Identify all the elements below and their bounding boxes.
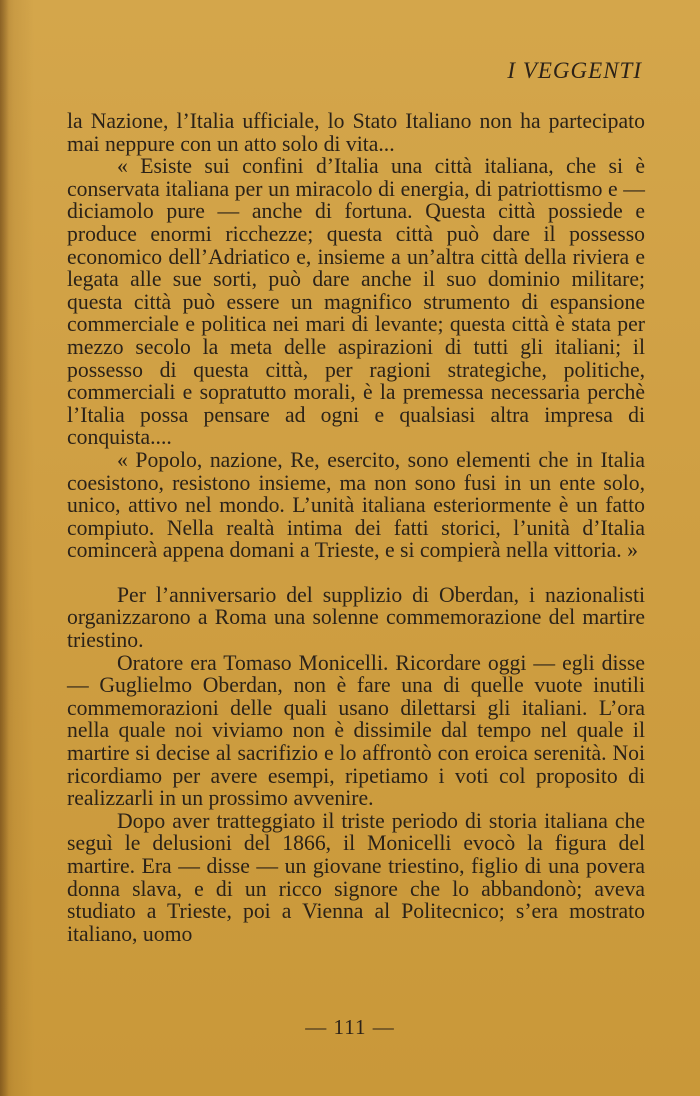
page-number: — 111 —: [305, 1015, 395, 1039]
paragraph-quote-unity: « Popolo, nazione, Re, esercito, sono elementi che in Italia coesistono, resistono insieme, ma non sono fusi in un ente solo, unico, attivo nel mondo. L’unità italiana esteriormente è un fatto compiuto. Nella realtà intima dei fatti storici, l’unità d’Italia comincerà appena domani a Trieste, e si compierà nella vittoria. »: [67, 447, 645, 563]
section-gap: [67, 562, 645, 584]
paragraph-oberdan-anniversary: Per l’anniversario del supplizio di Oberdan, i nazionalisti organizzarono a Roma una solenne commemorazione del martire triestino.: [67, 582, 645, 653]
running-title: I VEGGENTI: [507, 58, 642, 83]
body-text: [67, 110, 645, 945]
paragraph-continuation: la Nazione, l’Italia ufficiale, lo Stato Italiano non ha partecipato mai neppure con un atto solo di vita...: [67, 109, 645, 156]
paragraph-quote-trieste: « Esiste sui confini d’Italia una città italiana, che si è conservata italiana per un miracolo di energia, di patriottismo e — diciamolo pure — anche di fortuna. Questa città possiede e produce enormi ricchezze; questa città può dare il possesso economico dell’Adriatico e, insieme a un’altra città della riviera e legata alle sue sorti, può dare anche il suo dominio militare; questa città può essere un magnifico strumento di espansione commerciale e politica nei mari di levante; questa città è stata per mezzo secolo la meta delle aspirazioni di tutti gli italiani; il possesso di questa città, per ragioni strategiche, politiche, commerciali e sopratutto morali, è la premessa necessaria perchè l’Italia possa pensare ad ogni e qualsiasi altra impresa di conquista....: [67, 154, 645, 450]
binding-shadow: [0, 0, 9, 1096]
paragraph-martyr-figure: Dopo aver tratteggiato il triste periodo di storia italiana che seguì le delusioni del 1866, il Monicelli evocò la figura del martire. Era — disse — un giovane triestino, figlio di una povera donna slava, e di un ricco signore che lo abbandonò; aveva studiato a Trieste, poi a Vienna al Politecnico; s’era mostrato italiano, uomo: [67, 808, 645, 946]
paragraph-monicelli-speech: Oratore era Tomaso Monicelli. Ricordare oggi — egli disse — Guglielmo Oberdan, non è fare una di quelle vuote inutili commemorazioni delle quali usano dilettarsi gli italiani. L’ora nella quale noi viviamo non è dissimile dal tempo nel quale il martire si decise al sacrifizio e lo affrontò con eroica serenità. Noi ricordiamo per avere esempi, ripetiamo i voti col proposito di realizzarli in un prossimo avvenire.: [67, 650, 645, 811]
